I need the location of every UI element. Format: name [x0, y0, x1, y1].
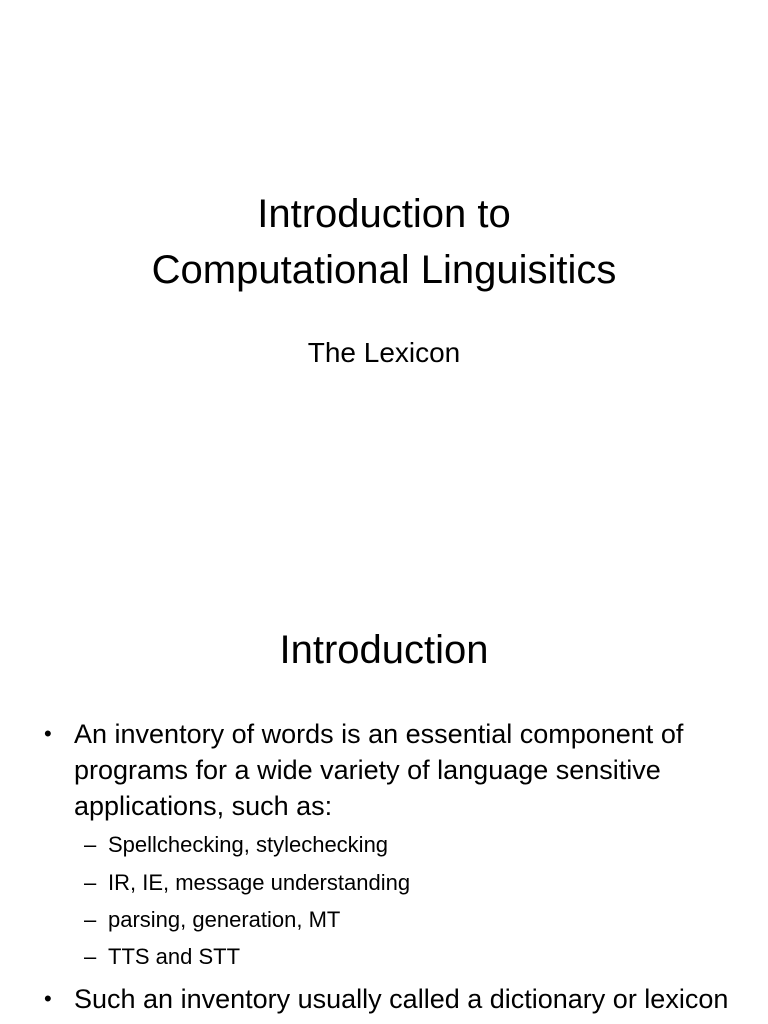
bullet-item — [44, 716, 734, 824]
slide-title-line-2: Computational Linguisitics — [151, 248, 617, 292]
slide-title-line-1: Introduction to — [257, 192, 511, 236]
sub-bullet-text: TTS and STT — [108, 944, 241, 969]
slide-introduction — [0, 576, 768, 1024]
dash-icon: – — [84, 870, 97, 895]
bullet-text: An inventory of words is an essential component of programs for a wide variety of language sensitive applications, such as: — [74, 719, 684, 821]
sub-bullet-item — [84, 943, 734, 971]
dash-icon: – — [84, 907, 97, 932]
bullet-icon: • — [44, 986, 52, 1011]
slide-subtitle: The Lexicon — [307, 337, 461, 368]
sub-bullet-item — [84, 831, 734, 859]
sub-bullet-text: parsing, generation, MT — [108, 907, 341, 932]
slide-heading: Introduction — [279, 628, 489, 672]
sub-bullet-text: Spellchecking, stylechecking — [108, 832, 389, 857]
dash-icon: – — [84, 944, 97, 969]
sub-bullet-text: IR, IE, message understanding — [108, 870, 411, 895]
bullet-icon: • — [44, 721, 52, 746]
bullet-item — [44, 981, 734, 1017]
dash-icon: – — [84, 832, 97, 857]
bullet-text: Such an inventory usually called a dictionary or lexicon — [74, 984, 729, 1014]
sub-bullet-item — [84, 869, 734, 897]
sub-bullet-item — [84, 906, 734, 934]
